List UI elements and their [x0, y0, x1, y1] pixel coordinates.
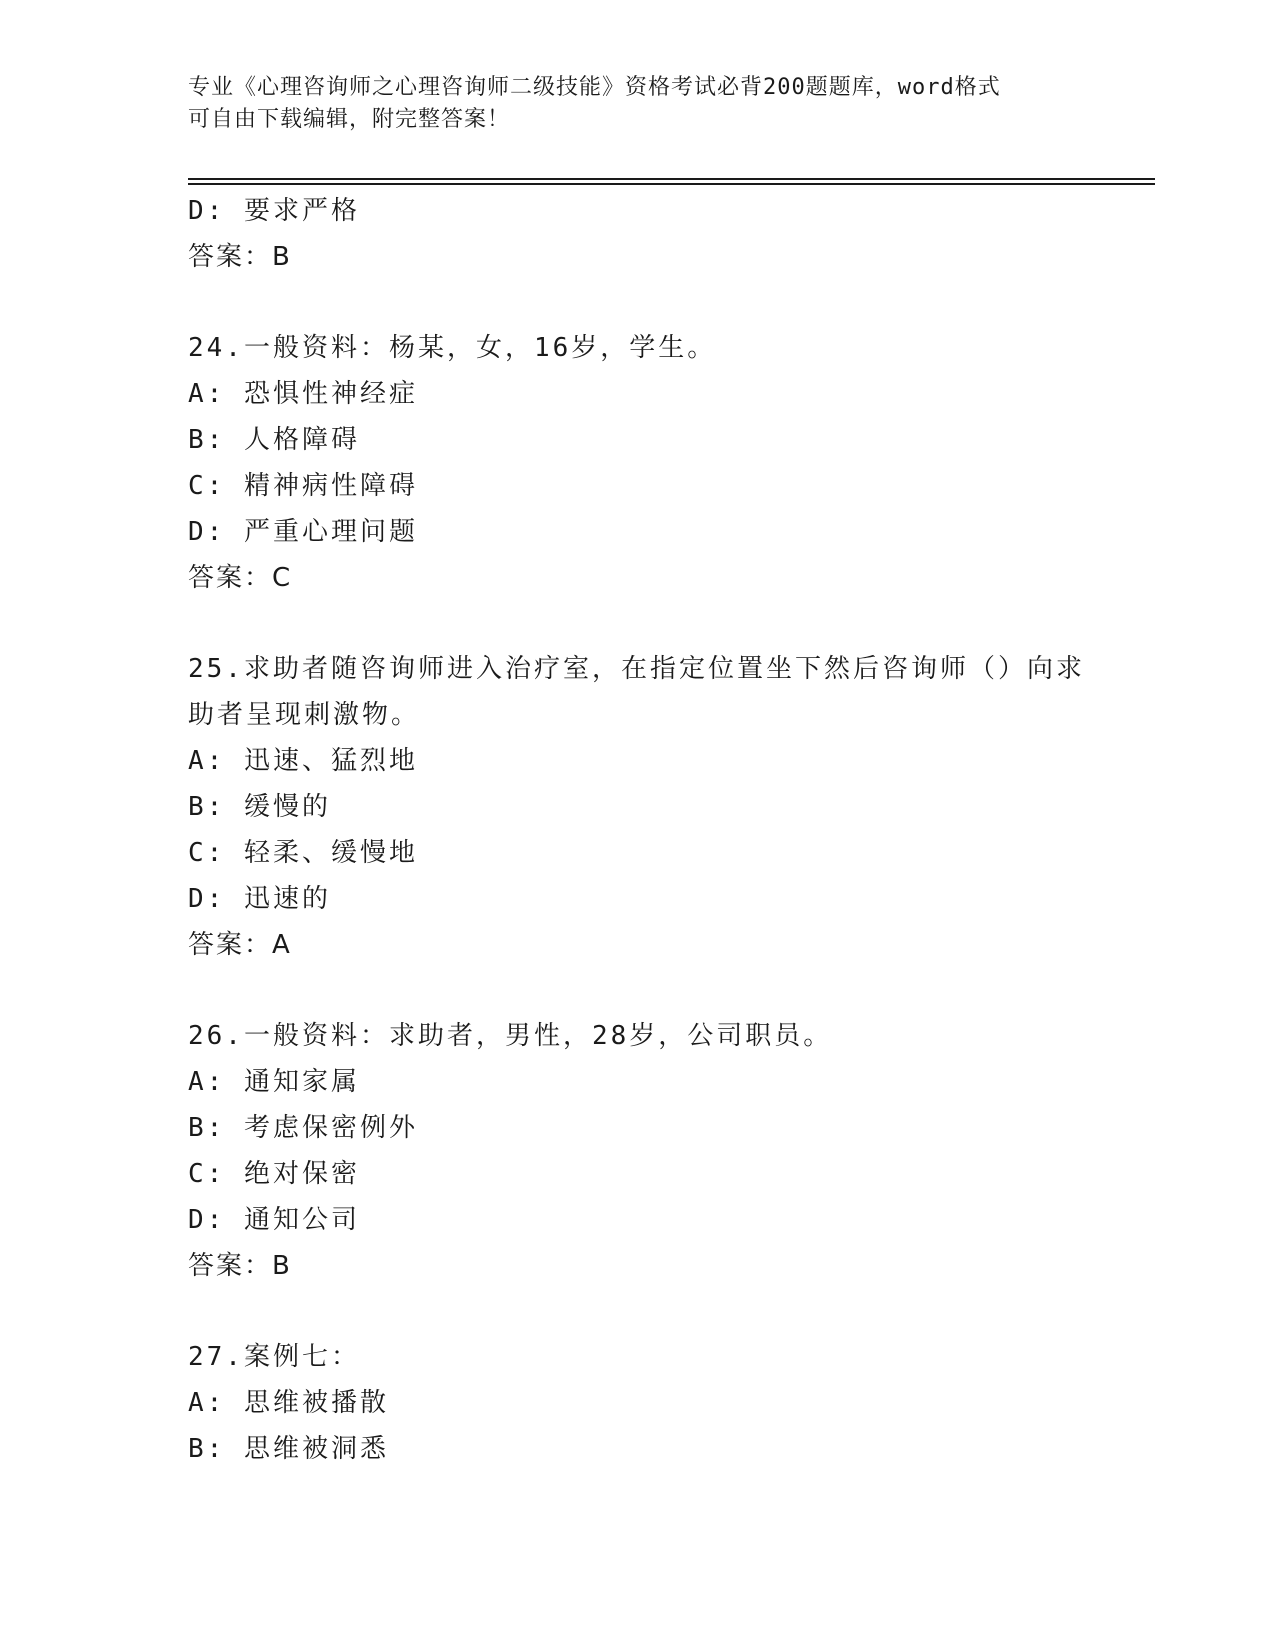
option-d: D: 要求严格	[188, 196, 360, 226]
question-list	[188, 188, 1148, 1472]
question-stem: 27.案例七：	[188, 1342, 360, 1372]
option-c: C: 精神病性障碍	[188, 471, 418, 501]
header-title-line-1: 专业《心理咨询师之心理咨询师二级技能》资格考试必背200题题库，word格式	[188, 75, 1001, 100]
question-stem-line-1: 25.求助者随咨询师进入治疗室，在指定位置坐下然后咨询师（）向求	[188, 654, 1085, 684]
answer-line: 答案：C	[188, 563, 293, 593]
option-d: D: 通知公司	[188, 1205, 360, 1235]
header-divider-top	[188, 178, 1155, 180]
option-a: A: 迅速、猛烈地	[188, 746, 418, 776]
answer-line: 答案：B	[188, 1251, 292, 1281]
question-stem: 24.一般资料：杨某，女，16岁，学生。	[188, 333, 717, 363]
document-header	[188, 72, 1088, 136]
option-a: A: 思维被播散	[188, 1388, 389, 1418]
option-c: C: 轻柔、缓慢地	[188, 838, 418, 868]
spacer	[188, 1289, 1148, 1334]
option-a: A: 恐惧性神经症	[188, 379, 418, 409]
answer-line: 答案：A	[188, 930, 292, 960]
option-a: A: 通知家属	[188, 1067, 360, 1097]
question-block-23	[188, 188, 1148, 280]
option-d: D: 迅速的	[188, 884, 331, 914]
question-stem: 26.一般资料：求助者，男性，28岁，公司职员。	[188, 1021, 833, 1051]
spacer	[188, 968, 1148, 1013]
question-block-24	[188, 325, 1148, 601]
option-b: B: 考虑保密例外	[188, 1113, 418, 1143]
header-divider-bottom	[188, 183, 1155, 185]
option-b: B: 人格障碍	[188, 425, 360, 455]
header-title-line-2: 可自由下载编辑，附完整答案！	[188, 107, 511, 132]
question-block-27	[188, 1334, 1148, 1472]
question-stem-line-2: 助者呈现刺激物。	[188, 700, 421, 730]
option-b: B: 思维被洞悉	[188, 1434, 389, 1464]
question-block-25	[188, 646, 1148, 968]
option-c: C: 绝对保密	[188, 1159, 360, 1189]
spacer	[188, 280, 1148, 325]
answer-line: 答案：B	[188, 242, 292, 272]
spacer	[188, 601, 1148, 646]
question-block-26	[188, 1013, 1148, 1289]
option-d: D: 严重心理问题	[188, 517, 418, 547]
option-b: B: 缓慢的	[188, 792, 331, 822]
